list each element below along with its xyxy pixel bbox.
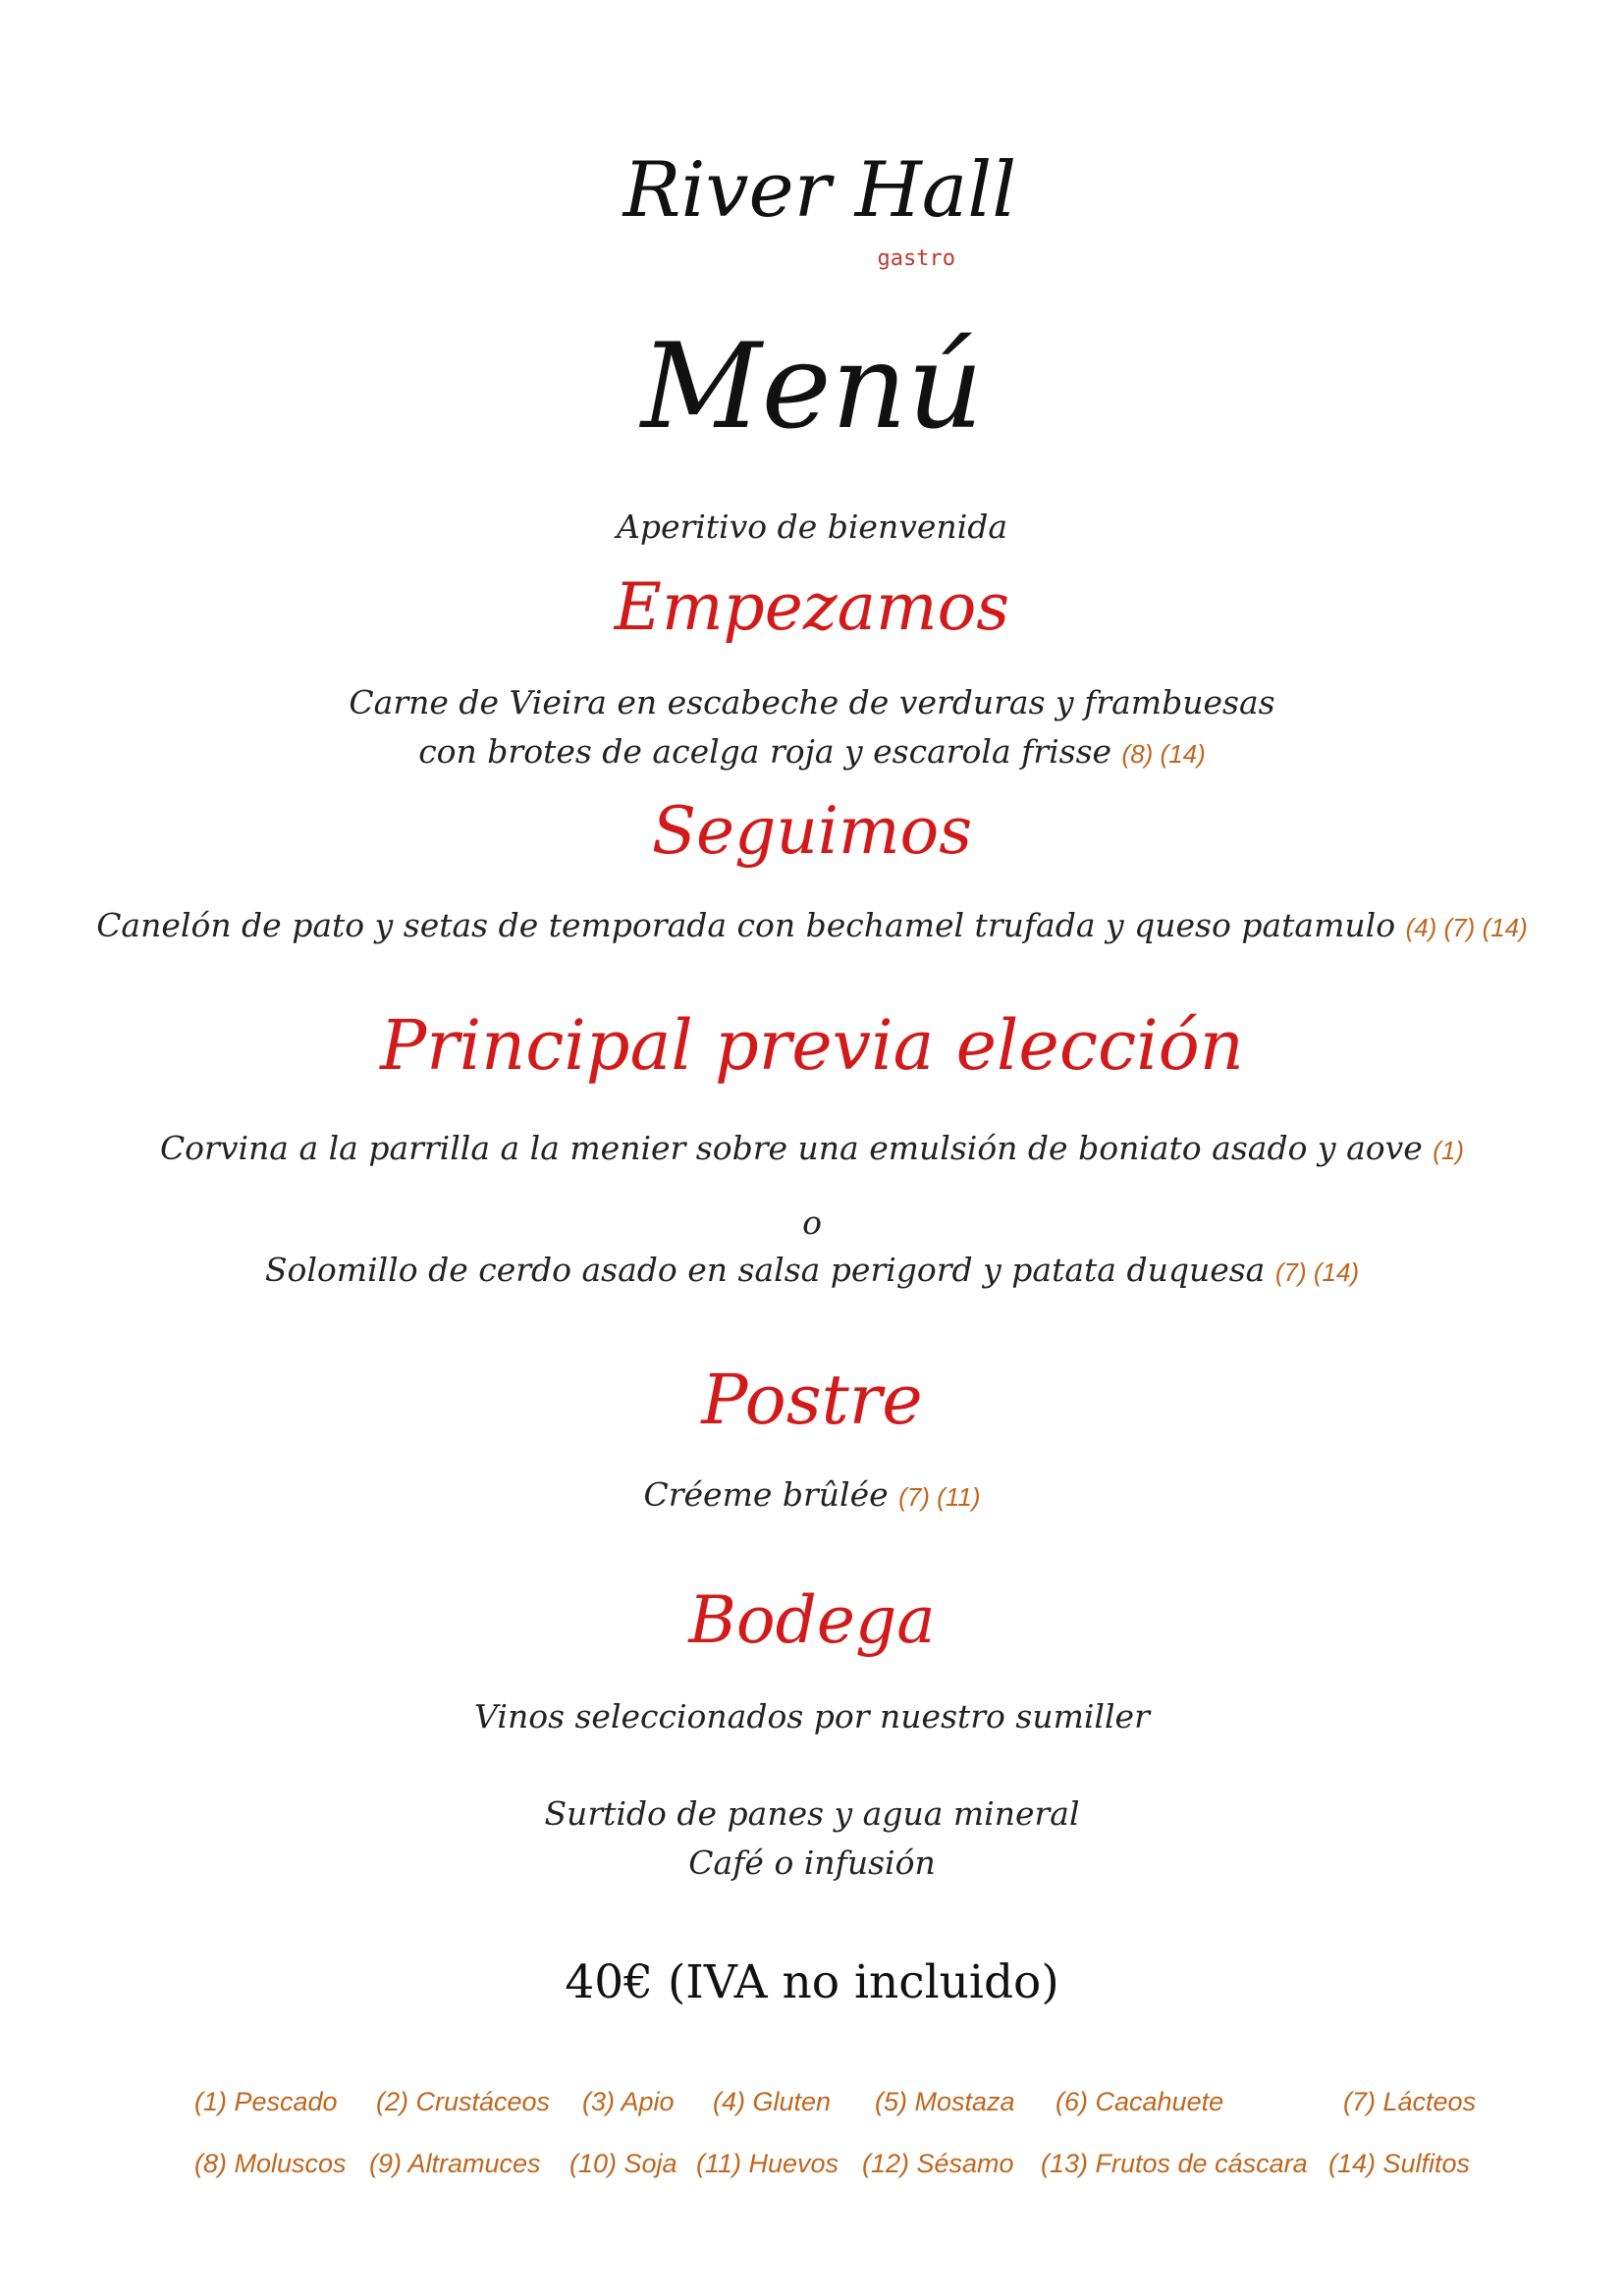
- second-course-allergens: (4) (7) (14): [1405, 913, 1528, 942]
- heading-empezamos: Empezamos: [614, 569, 1010, 645]
- main-option-1-allergens: (1): [1433, 1136, 1465, 1165]
- legend-4: (4) Gluten: [713, 2087, 832, 2116]
- dessert-allergens: (7) (11): [898, 1482, 981, 1512]
- legend-9: (9) Altramuces: [369, 2149, 541, 2178]
- starter-line-2: [0, 732, 1624, 771]
- wine-line: Vinos seleccionados por nuestro sumiller: [474, 1697, 1150, 1735]
- logo-sub: gastro: [877, 246, 955, 271]
- legend-1: (1) Pescado: [194, 2087, 338, 2116]
- legend-12: (12) Sésamo: [862, 2149, 1014, 2178]
- logo-name: River Hall: [623, 146, 1017, 235]
- main-option-1-text: Corvina a la parrilla a la menier sobre una emulsión de boniato asado y aove: [159, 1129, 1423, 1167]
- price: 40€ (IVA no incluido): [565, 1955, 1059, 2009]
- or-separator: o: [802, 1203, 822, 1242]
- legend-3: (3) Apio: [582, 2087, 675, 2116]
- menu-title: Menú: [640, 319, 984, 455]
- second-course-line: [0, 906, 1624, 944]
- legend-5: (5) Mostaza: [875, 2087, 1015, 2116]
- legend-11: (11) Huevos: [696, 2149, 839, 2178]
- starter-line-2-text: con brotes de acelga roja y escarola frisse: [418, 732, 1112, 771]
- heading-principal: Principal previa elección: [380, 1005, 1244, 1086]
- welcome-text: Aperitivo de bienvenida: [616, 507, 1007, 546]
- second-course-text: Canelón de pato y setas de temporada con bechamel trufada y queso patamulo: [96, 906, 1396, 944]
- main-option-2: [0, 1251, 1624, 1289]
- river-hall-logo: [623, 108, 1017, 304]
- legend-8: (8) Moluscos: [194, 2149, 347, 2178]
- dessert-line: [0, 1475, 1624, 1514]
- dessert-text: Créeme brûlée: [643, 1475, 889, 1514]
- main-option-1: [0, 1129, 1624, 1167]
- legend-14: (14) Sulfitos: [1328, 2149, 1471, 2178]
- legend-10: (10) Soja: [569, 2149, 677, 2178]
- heading-seguimos: Seguimos: [651, 793, 973, 869]
- heading-postre: Postre: [701, 1360, 923, 1440]
- extras-line-1: Surtido de panes y agua mineral: [544, 1794, 1080, 1833]
- main-option-2-allergens: (7) (14): [1274, 1257, 1360, 1287]
- heading-bodega: Bodega: [688, 1582, 936, 1658]
- starter-line-1: Carne de Vieira en escabeche de verduras y frambuesas: [349, 683, 1275, 721]
- legend-13: (13) Frutos de cáscara: [1041, 2149, 1308, 2178]
- legend-2: (2) Crustáceos: [376, 2087, 551, 2116]
- extras-line-2: Café o infusión: [688, 1843, 936, 1882]
- legend-6: (6) Cacahuete: [1056, 2087, 1224, 2116]
- legend-7: (7) Lácteos: [1343, 2087, 1477, 2116]
- main-option-2-text: Solomillo de cerdo asado en salsa perigord y patata duquesa: [264, 1251, 1266, 1289]
- starter-allergens: (8) (14): [1121, 739, 1206, 769]
